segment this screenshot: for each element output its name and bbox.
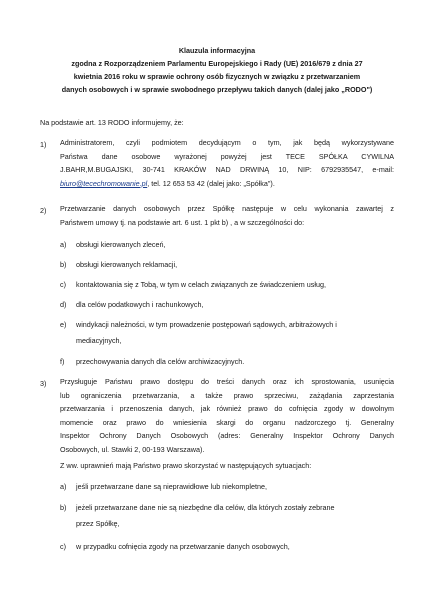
email-link[interactable]: biuro@tecechromowanie.pl — [60, 178, 148, 188]
list-continuation: przez Spółkę, — [76, 519, 120, 528]
list-marker: b) — [60, 260, 67, 269]
list-text: windykacji należności, w tym prowadzenie postępowań sądowych, arbitrażowych i — [76, 320, 337, 329]
section-1-line: J.BAHR,M.BUGAJSKI, 30-741 KRAKÓW NAD DRWINĄ 10, NIP: 6792935547, e-mail: — [60, 165, 394, 174]
document-heading — [40, 44, 394, 96]
section-1-line — [60, 177, 394, 191]
list-text: obsługi kierowanych zleceń, — [76, 240, 166, 249]
list-marker: a) — [60, 240, 67, 249]
section-3-line: Przysługuje Państwu prawo dostępu do treści danych oraz ich sprostowania, usunięcia — [60, 377, 394, 386]
section-2-number: 2) — [40, 206, 47, 215]
section-3-subheading: Z ww. uprawnień mają Państwo prawo skorzystać w następujących sytuacjach: — [60, 461, 312, 470]
contact-rest: , tel. 12 653 53 42 (dalej jako: „Spółka"). — [147, 178, 275, 188]
list-text: jeśli przetwarzane dane są nieprawidłowe lub niekompletne, — [76, 482, 267, 491]
section-3-line: lub ograniczenia przetwarzania, a także prawo sprzeciwu, zażądania zaprzestania — [60, 390, 394, 400]
section-3-line: Osobowych, ul. Stawki 2, 00-193 Warszawa). — [60, 444, 205, 454]
section-2-text — [60, 202, 394, 229]
heading-line-2: zgodna z Rozporządzeniem Parlamentu Europejskiego i Rady (UE) 2016/679 z dnia 27 — [71, 59, 363, 68]
section-2-line: Przetwarzanie danych osobowych przez Spółkę następuje w celu wykonania zawartej z — [60, 204, 394, 213]
section-3-line: momencie oraz prawo do wniesienia skargi do organu nadzorczego tj. Generalny — [60, 417, 394, 427]
section-3-line: Inspektor Ochrony Danych Osobowych (adres: Generalny Inspektor Ochrony Danych — [60, 431, 394, 440]
list-marker: a) — [60, 482, 67, 491]
section-1-text — [60, 136, 394, 190]
list-marker: c) — [60, 280, 66, 289]
list-text: w przypadku cofnięcia zgody na przetwarzanie danych osobowych, — [76, 542, 290, 551]
section-1-line: Administratorem, czyli podmiotem decydującym o tym, jak będą wykorzystywane — [60, 138, 394, 147]
section-3-line: przetwarzania i przenoszenia danych, jak również prawo do cofnięcia zgody w dowolnym — [60, 404, 394, 413]
section-2-line: Państwem umowy tj. na podstawie art. 6 ust. 1 pkt b) , a w szczególności do: — [60, 217, 305, 227]
list-text: jeżeli przetwarzane dane nie są niezbędne dla celów, dla których zostały zebrane — [76, 503, 335, 512]
section-3-number: 3) — [40, 379, 47, 388]
list-text: obsługi kierowanych reklamacji, — [76, 260, 178, 269]
list-marker: f) — [60, 357, 65, 366]
section-1-number: 1) — [40, 140, 47, 149]
list-text: kontaktowania się z Tobą, w tym w celach związanych ze świadczeniem usług, — [76, 280, 326, 289]
intro-paragraph: Na podstawie art. 13 RODO informujemy, że: — [40, 118, 184, 127]
list-marker: e) — [60, 320, 67, 329]
list-marker: d) — [60, 300, 67, 309]
list-text: dla celów podatkowych i rachunkowych, — [76, 300, 204, 309]
heading-line-3: kwietnia 2016 roku w sprawie ochrony osób fizycznych w związku z przetwarzaniem — [73, 72, 361, 81]
section-3-text — [60, 375, 394, 456]
list-marker: b) — [60, 503, 67, 512]
heading-line-4: danych osobowych i w sprawie swobodnego przepływu takich danych (dalej jako „RODO") — [61, 85, 373, 94]
list-marker: c) — [60, 542, 66, 551]
heading-title: Klauzula informacyjna — [178, 46, 256, 55]
list-text: przechowywania danych dla celów archiwizacyjnych. — [76, 357, 245, 366]
section-1-line: Państwa dane osobowe wyrażonej powyżej jest TECE SPÓŁKA CYWILNA — [60, 151, 394, 161]
list-continuation: mediacyjnych, — [76, 336, 122, 345]
